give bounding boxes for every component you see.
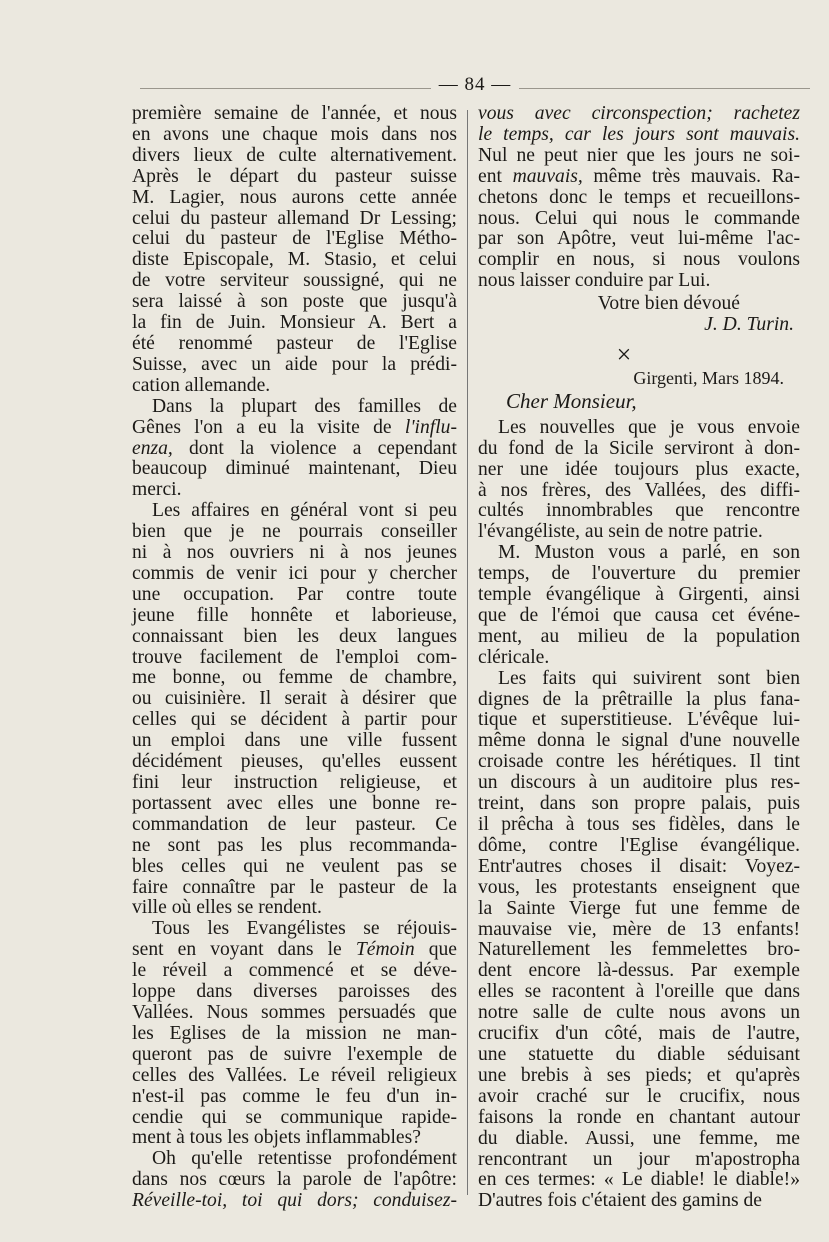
- signature: J. D. Turin.: [704, 314, 794, 336]
- paragraph: [132, 501, 457, 919]
- text-line: du fond de la Sicile serviront à don-: [478, 437, 800, 459]
- text-line: queront pas de suivre l'exemple de: [132, 1043, 457, 1065]
- closing: Votre bien dévoué: [597, 293, 740, 315]
- text-line: Vallées. Nous sommes persuadés que: [132, 1001, 457, 1023]
- paragraph: [132, 919, 457, 1149]
- salutation: Cher Monsieur,: [506, 388, 637, 413]
- text-line: bien que je ne pourrais conseiller: [132, 521, 457, 543]
- text-line: de votre serviteur soussigné, qui ne: [132, 270, 457, 292]
- text-line: divers lieux de culte alternativement.: [132, 144, 457, 166]
- text-line: ni à nos ouvriers ni à nos jeunes: [132, 542, 457, 564]
- text-line: nous. Celui qui nous le commande: [478, 207, 800, 229]
- text-line: la fin de Juin. Monsieur A. Bert a: [132, 312, 457, 334]
- text-line: Les affaires en général vont si peu: [152, 500, 457, 522]
- text-line: temps, de l'ouverture du premier: [478, 563, 800, 585]
- page-header: [140, 72, 810, 102]
- text-line: portassent avec elles une bonne re-: [132, 792, 457, 814]
- text-line: diste Episcopale, M. Stasio, et celui: [132, 249, 457, 271]
- text-line: ment, au milieu de la population: [478, 625, 800, 647]
- text-line: dans nos cœurs la parole de l'apôtre:: [132, 1169, 457, 1191]
- text-line: en ces termes: « Le diable! le diable!»: [478, 1169, 800, 1191]
- text-line: Les nouvelles que je vous envoie: [498, 416, 800, 438]
- text-line: jeune fille honnête et laborieuse,: [132, 604, 457, 626]
- text-line: avoir craché sur le crucifix, nous: [478, 1085, 800, 1107]
- text-line: bles celles qui ne veulent pas se: [132, 855, 457, 877]
- text-line: été renommé pasteur de l'Eglise: [132, 332, 457, 354]
- text-line: commandation de leur pasteur. Ce: [132, 813, 457, 835]
- text-line: Réveille-toi, toi qui dors; conduisez-: [132, 1190, 457, 1212]
- text-line: cléricale.: [478, 646, 550, 668]
- text-line: il prêcha à tous ses fidèles, dans le: [478, 814, 800, 835]
- text-line: la Sainte Vierge fut une femme de: [478, 897, 800, 919]
- paragraph: [478, 104, 800, 292]
- text-line: dent encore là-dessus. Par exemple: [478, 960, 800, 982]
- text-line: trouve facilement de l'emploi com-: [132, 646, 457, 668]
- left-column: [132, 104, 457, 1212]
- text-line: Suisse, avec un aide pour la prédi-: [132, 353, 457, 375]
- text-line: chetons donc le temps et recueillons-: [478, 186, 800, 208]
- text-line: faire connaître par le pasteur de la: [132, 876, 457, 898]
- paragraph: [478, 543, 800, 668]
- text-line: complir en nous, si nous voulons: [478, 249, 800, 271]
- text-line: celles des Vallées. Le réveil religieux: [132, 1064, 457, 1086]
- text-line: beaucoup diminué maintenant, Dieu: [132, 458, 457, 480]
- text-line: ent mauvais, même très mauvais. Ra-: [478, 165, 800, 187]
- text-line: enza, dont la violence a cependant: [132, 437, 457, 459]
- text-line: treint, dans son propre palais, puis: [478, 793, 800, 815]
- text-line: cendie qui se communique rapide-: [132, 1106, 457, 1128]
- text-line: le temps, car les jours sont mauvais.: [478, 123, 800, 145]
- text-line: me bonne, ou femme de chambre,: [132, 667, 457, 689]
- paragraph: [132, 397, 457, 502]
- text-line: Nul ne peut nier que les jours ne soi-: [478, 144, 800, 166]
- text-line: un emploi dans une ville fussent: [132, 730, 457, 752]
- text-line: ner une idée toujours plus exacte,: [478, 458, 800, 480]
- text-line: ou cuisinière. Il serait à désirer que: [132, 688, 457, 710]
- text-line: fini leur instruction religieuse, et: [132, 772, 457, 793]
- text-line: dignes de la prêtraille la plus fana-: [478, 688, 800, 710]
- text-line: n'est-il pas comme le feu d'un in-: [132, 1085, 457, 1107]
- text-line: D'autres fois c'étaient des gamins de: [478, 1190, 763, 1212]
- text-line: que de l'émoi que causa cet événe-: [478, 604, 800, 626]
- text-line: Gênes l'on a eu la visite de l'influ-: [132, 416, 457, 438]
- text-line: nous laisser conduire par Lui.: [478, 270, 711, 292]
- paragraph: [132, 104, 457, 397]
- text-line: ne sont pas les plus recommanda-: [132, 834, 457, 856]
- text-line: une occupation. Par contre toute: [132, 583, 457, 605]
- text-line: un discours à un auditoire plus res-: [478, 772, 800, 794]
- right-column-bottom: [478, 418, 800, 1212]
- text-line: ment à tous les objets inflammables?: [132, 1127, 421, 1149]
- text-line: dôme, contre l'Eglise évangélique.: [478, 834, 800, 856]
- text-line: notre salle de culte nous avons un: [478, 1002, 800, 1024]
- text-line: crucifix d'un côté, mais de l'autre,: [478, 1023, 800, 1045]
- paragraph: [478, 669, 800, 1213]
- text-line: tique et superstitieuse. L'évêque lui-: [478, 709, 800, 731]
- text-line: cation allemande.: [132, 374, 271, 396]
- text-line: commis de venir ici pour y chercher: [132, 562, 457, 584]
- text-line: Entr'autres choses il disait: Voyez-: [478, 855, 800, 877]
- text-line: par son Apôtre, veut lui-même l'ac-: [478, 228, 800, 250]
- right-column: [478, 104, 800, 1212]
- right-column-top: [478, 104, 800, 292]
- text-line: en avons une chaque mois dans nos: [132, 123, 457, 145]
- text-line: elles se racontent à l'oreille que dans: [478, 981, 800, 1003]
- text-line: les Eglises de la mission ne man-: [132, 1022, 457, 1044]
- text-line: vous avec circonspection; rachetez: [478, 103, 800, 124]
- text-line: temple évangélique à Girgenti, ainsi: [478, 584, 800, 606]
- text-line: croisade contre les hérétiques. Il tint: [478, 751, 800, 773]
- separator-cross: ×: [616, 339, 632, 369]
- text-line: mauvaise vie, mère de 13 enfants!: [478, 918, 800, 940]
- text-line: première semaine de l'année, et nous: [132, 103, 457, 124]
- text-line: M. Muston vous a parlé, en son: [498, 542, 800, 564]
- text-line: le réveil a commencé et se déve-: [132, 960, 457, 982]
- text-line: décidément pieuses, qu'elles eussent: [132, 751, 457, 773]
- paragraph: [478, 418, 800, 543]
- text-line: faisons la ronde en chantant autour: [478, 1106, 800, 1128]
- text-line: du diable. Aussi, une femme, me: [478, 1127, 800, 1149]
- text-line: rencontrant un jour m'apostropha: [478, 1148, 800, 1170]
- text-line: même donna le signal d'une nouvelle: [478, 730, 800, 752]
- text-line: sera laissé à son poste que jusqu'à: [132, 291, 457, 313]
- text-line: Tous les Evangélistes se réjouis-: [152, 918, 457, 940]
- text-line: l'évangéliste, au sein de notre patrie.: [478, 521, 763, 543]
- text-line: Oh qu'elle retentisse profondément: [152, 1148, 457, 1170]
- text-line: connaissant bien les deux langues: [132, 625, 457, 647]
- text-line: Les faits qui suivirent sont bien: [498, 667, 800, 689]
- page-number: — 84 —: [140, 74, 810, 96]
- text-line: loppe dans diverses paroisses des: [132, 981, 457, 1003]
- text-line: celui du pasteur de l'Eglise Métho-: [132, 228, 457, 250]
- paragraph: [132, 1149, 457, 1212]
- text-line: M. Lagier, nous aurons cette année: [132, 186, 457, 208]
- text-line: Naturellement les femmelettes bro-: [478, 939, 800, 961]
- text-line: celles qui se décident à partir pour: [132, 709, 457, 731]
- text-line: une brebis à ses pieds; et qu'après: [478, 1064, 800, 1086]
- text-line: celui du pasteur allemand Dr Lessing;: [132, 207, 457, 229]
- text-line: ville où elles se rendent.: [132, 897, 322, 919]
- text-line: Dans la plupart des familles de: [152, 395, 457, 417]
- text-line: Après le départ du pasteur suisse: [132, 165, 457, 187]
- text-line: vous, les protestants enseignent que: [478, 876, 800, 898]
- column-divider: [467, 110, 468, 1195]
- place-date: Girgenti, Mars 1894.: [633, 367, 784, 388]
- text-line: cultés innombrables que rencontre: [478, 500, 800, 522]
- text-line: sent en voyant dans le Témoin que: [132, 939, 457, 961]
- text-line: à nos frères, des Vallées, des diffi-: [478, 479, 800, 501]
- text-line: une statuette du diable séduisant: [478, 1043, 800, 1065]
- text-line: merci.: [132, 479, 182, 501]
